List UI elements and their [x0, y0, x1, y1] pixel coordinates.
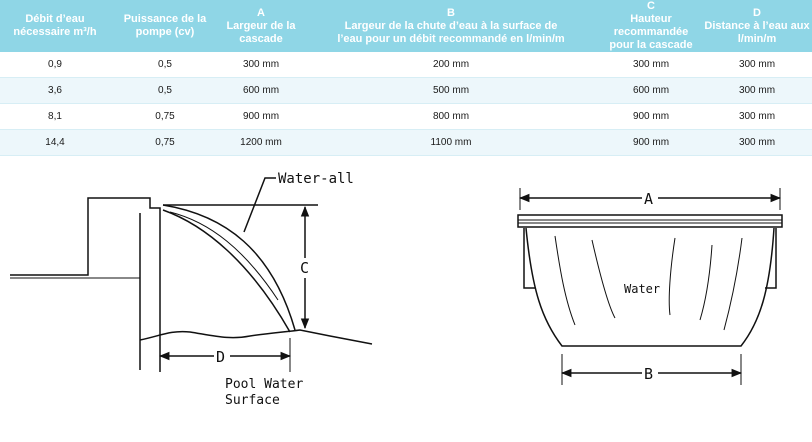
table-cell: 300 mm — [702, 130, 812, 156]
surface-label-line1: Pool Water — [225, 377, 304, 392]
waterfall-middle-curve — [170, 212, 278, 300]
table-cell: 1200 mm — [220, 130, 302, 156]
table-cell: 800 mm — [302, 104, 600, 130]
header-letter: A — [257, 6, 265, 19]
header-line2: cascade — [239, 32, 283, 45]
c-dimension-label: C — [300, 259, 310, 277]
table-cell: 300 mm — [600, 52, 702, 78]
header-line1: Largeur de la chute d’eau à la surface de — [344, 19, 558, 32]
table-cell: 0,75 — [110, 104, 220, 130]
table-cell: 14,4 — [0, 130, 110, 156]
header-line2: l/min/m — [737, 32, 777, 45]
table-cell: 300 mm — [702, 52, 812, 78]
header-letter: C — [647, 0, 655, 12]
water-stroke — [555, 236, 575, 325]
water-stroke — [700, 245, 712, 320]
pool-water-surface — [140, 330, 372, 344]
header-line1: Débit d’eau — [25, 13, 85, 25]
table-cell: 3,6 — [0, 78, 110, 104]
table-cell: 0,9 — [0, 52, 110, 78]
water-stroke — [724, 238, 742, 330]
side-view-diagram — [10, 178, 372, 372]
lip-outer — [518, 215, 782, 227]
pool-wall — [10, 198, 160, 372]
d-dimension-label: D — [216, 348, 226, 366]
header-line1: Largeur de la — [226, 19, 296, 32]
table-cell: 900 mm — [600, 130, 702, 156]
header-line2: pompe (cv) — [135, 26, 195, 38]
header-line2: l’eau pour un débit recommandé en l/min/m — [337, 32, 565, 45]
header-line1: Hauteur recommandée — [613, 13, 689, 38]
header-line1: Distance à l’eau aux — [704, 19, 810, 32]
surface-label-line2: Surface — [225, 393, 280, 408]
table-cell: 8,1 — [0, 104, 110, 130]
table-cell: 0,5 — [110, 78, 220, 104]
waterfall-outer-curve — [163, 205, 295, 330]
table-cell: 300 mm — [702, 78, 812, 104]
table-cell: 0,75 — [110, 130, 220, 156]
table-cell: 600 mm — [600, 78, 702, 104]
a-dimension-label: A — [644, 190, 654, 208]
water-stroke — [669, 238, 675, 315]
table-cell: 200 mm — [302, 52, 600, 78]
header-line1: Puissance de la — [123, 13, 207, 25]
b-dimension-label: B — [644, 365, 654, 383]
table-cell: 0,5 — [110, 52, 220, 78]
table-cell: 900 mm — [220, 104, 302, 130]
table-cell: 300 mm — [220, 52, 302, 78]
bracket-right — [765, 228, 776, 288]
table-cell: 500 mm — [302, 78, 600, 104]
front-water-label: Water — [624, 282, 661, 296]
header-letter: D — [753, 6, 761, 19]
header-letter: B — [447, 6, 455, 19]
header-line2: nécessaire m³/h — [13, 26, 97, 38]
table-cell: 1100 mm — [302, 130, 600, 156]
water-stroke — [592, 240, 615, 318]
waterfall-callout-label: Water-all — [278, 171, 354, 187]
table-cell: 300 mm — [702, 104, 812, 130]
table-cell: 600 mm — [220, 78, 302, 104]
table-cell: 900 mm — [600, 104, 702, 130]
header-line2: pour la cascade — [609, 39, 693, 51]
